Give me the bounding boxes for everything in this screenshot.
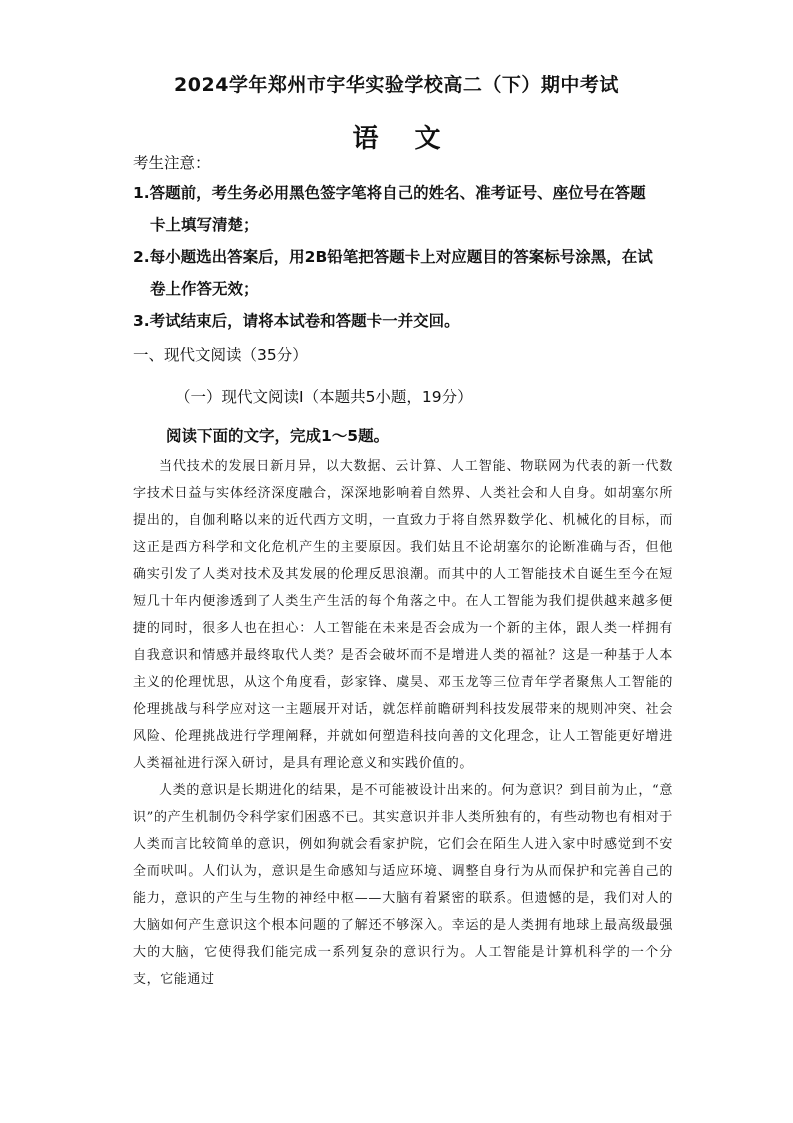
notice-item-1-line-2: 卡上填写清楚； [150,216,259,234]
notice-item-3: 3.考试结束后，请将本试卷和答题卡一并交回。 [133,312,460,330]
subsection-heading: （一）现代文阅读Ⅰ（本题共5小题，19分） [175,388,473,406]
notice-heading: 考生注意： [133,154,211,172]
notice-item-1-line-1: 1.答题前，考生务必用黑色签字笔将自己的姓名、准考证号、座位号在答题 [133,184,646,202]
subject-title [0,118,793,155]
notice-item-2-line-1: 2.每小题选出答案后，用2B铅笔把答题卡上对应题目的答案标号涂黑，在试 [133,248,653,266]
passage-paragraph-1: 当代技术的发展日新月异，以大数据、云计算、人工智能、物联网为代表的新一代数字技术日益与实体经济深度融合，深深地影响着自然界、人类社会和人自身。如胡塞尔所提出的，自伽利略以来的近代西方文明，一直致力于将自然界数学化、机械化的目标，而这正是西方科学和文化危机产生的主要原因。我们姑且不论胡塞尔的论断准确与否，但他确实引发了人类对技术及其发展的伦理反思浪潮。而其中的人工智能技术自诞生至今在短短几十年内便渗透到了人类生产生活的每个角落之中。在人工智能为我们提供越来越多便捷的同时，很多人也在担心：人工智能在未来是否会成为一个新的主体，跟人类一样拥有自我意识和情感并最终取代人类？是否会破坏而不是增进人类的福祉？这是一种基于人本主义的伦理忧思，从这个角度看，彭家锋、虞昊、邓玉龙等三位青年学者聚焦人工智能的伦理挑战与科学应对这一主题展开对话，就怎样前瞻研判科技发展带来的规则冲突、社会风险、伦理挑战进行学理阐释，并就如何塑造科技向善的文化理念，让人工智能更好增进人类福祉进行深入研讨，是具有理论意义和实践价值的。 [133,459,673,771]
notice-item-2-line-2: 卷上作答无效； [150,280,259,298]
subject-char-2: 文 [414,124,441,154]
reading-passage [133,453,673,993]
subject-char-1: 语 [352,124,379,154]
exam-title: 2024学年郑州市宇华实验学校高二（下）期中考试 [174,74,619,96]
reading-instruction: 阅读下面的文字，完成1～5题。 [166,427,390,445]
section-heading-part-1: 一、现代文阅读（35分） [133,346,308,364]
passage-paragraph-2: 人类的意识是长期进化的结果，是不可能被设计出来的。何为意识？到目前为止，“意识”的产生机制仍令科学家们困惑不已。其实意识并非人类所独有的，有些动物也有相对于人类而言比较简单的意识，例如狗就会看家护院，它们会在陌生人进入家中时感觉到不安全而吠叫。人们认为，意识是生命感知与适应环境、调整自身行为从而保护和完善自己的能力，意识的产生与生物的神经中枢——大脑有着紧密的联系。但遗憾的是，我们对人的大脑如何产生意识这个根本问题的了解还不够深入。幸运的是人类拥有地球上最高级最强大的大脑，它使得我们能完成一系列复杂的意识行为。人工智能是计算机科学的一个分支，它能通过 [133,783,673,987]
